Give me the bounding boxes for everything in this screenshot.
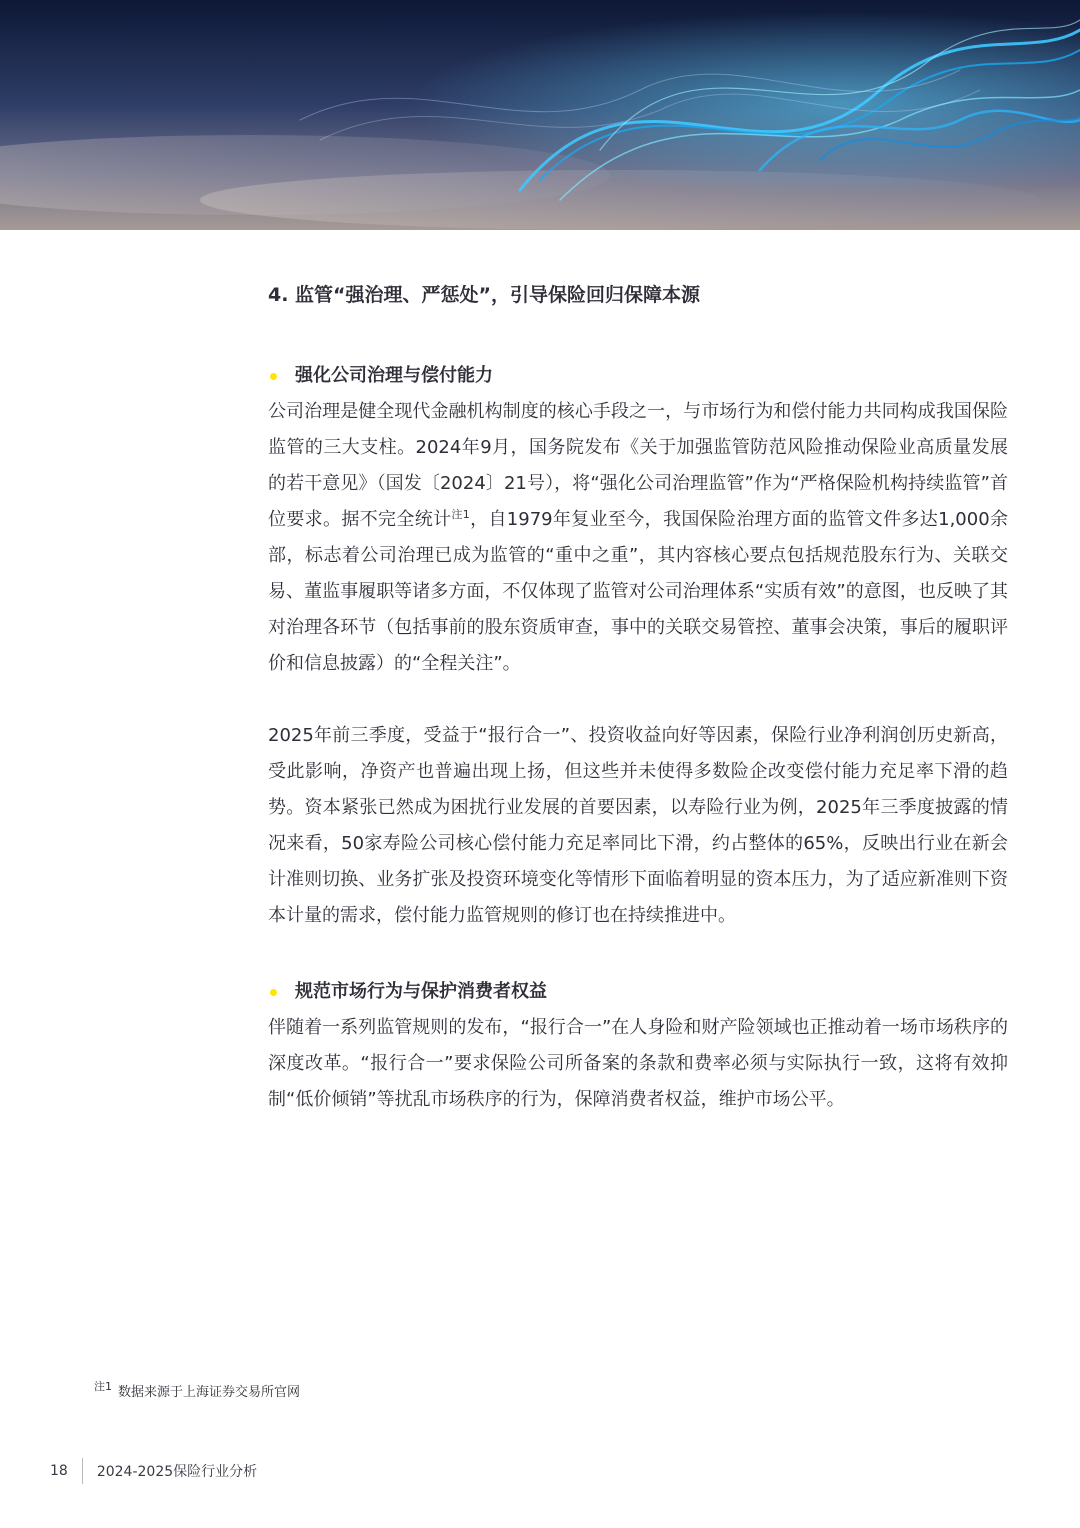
page-footer bbox=[50, 1458, 257, 1484]
subsection-heading-text: 强化公司治理与偿付能力 bbox=[295, 365, 493, 386]
governance-paragraph-2: 2025年前三季度，受益于“报行合一”、投资收益向好等因素，保险行业净利润创历史新高，受此影响，净资产也普遍出现上扬，但这些并未使得多数险企改变偿付能力充足率下滑的趋势。资本紧张已然成为困扰行业发展的首要因素，以寿险行业为例，2025年三季度披露的情况来看，50家寿险公司核心偿付能力充足率同比下滑，约占整体的65%，反映出行业在新会计准则切换、业务扩张及投资环境变化等情形下面临着明显的资本压力，为了适应新准则下资本计量的需求，偿付能力监管规则的修订也在持续推进中。 bbox=[268, 725, 1008, 926]
subsection-heading-market-conduct bbox=[268, 974, 1008, 1010]
governance-paragraph-1 bbox=[268, 394, 1008, 682]
bullet-icon bbox=[270, 373, 277, 380]
subsection-heading-text: 规范市场行为与保护消费者权益 bbox=[295, 981, 547, 1002]
subsection-heading-governance bbox=[268, 358, 1008, 394]
main-content bbox=[268, 278, 1008, 1118]
footnote-reference: 注1 bbox=[451, 508, 470, 521]
footnote-text: 数据来源于上海证券交易所官网 bbox=[118, 1385, 301, 1400]
paragraph-text: 公司治理是健全现代金融机构制度的核心手段之一，与市场行为和偿付能力共同构成我国保险监管的三大支柱。2024年9月，国务院发布《关于加强监管防范风险推动保险业高质量发展的若干意见》（国发〔2024〕21号），将“强化公司治理监管”作为“严格保险机构持续监管”首位要求。据不完全统计 bbox=[268, 401, 1008, 530]
market-conduct-paragraph: 伴随着一系列监管规则的发布，“报行合一”在人身险和财产险领域也正推动着一场市场秩序的深度改革。“报行合一”要求保险公司所备案的条款和费率必须与实际执行一致，这将有效抑制“低价倾销”等扰乱市场秩序的行为，保障消费者权益，维护市场公平。 bbox=[268, 1017, 1008, 1110]
bullet-icon bbox=[270, 989, 277, 996]
footnote bbox=[94, 1378, 300, 1400]
hero-wave-graphic bbox=[0, 0, 1080, 230]
paragraph-text: ，自1979年复业至今，我国保险治理方面的监管文件多达1,000余部，标志着公司治理已成为监管的“重中之重”，其内容核心要点包括规范股东行为、关联交易、董监事履职等诸多方面，不仅体现了监管对公司治理体系“实质有效”的意图，也反映了其对治理各环节（包括事前的股东资质审查，事中的关联交易管控、董事会决策，事后的履职评价和信息披露）的“全程关注”。 bbox=[268, 509, 1008, 674]
section-title: 4. 监管“强治理、严惩处”，引导保险回归保障本源 bbox=[268, 284, 701, 306]
footnote-marker: 注1 bbox=[94, 1380, 112, 1393]
hero-banner-image bbox=[0, 0, 1080, 230]
page-number: 18 bbox=[50, 1463, 68, 1479]
report-title: 2024-2025保险行业分析 bbox=[96, 1464, 258, 1480]
footer-divider bbox=[82, 1458, 83, 1484]
